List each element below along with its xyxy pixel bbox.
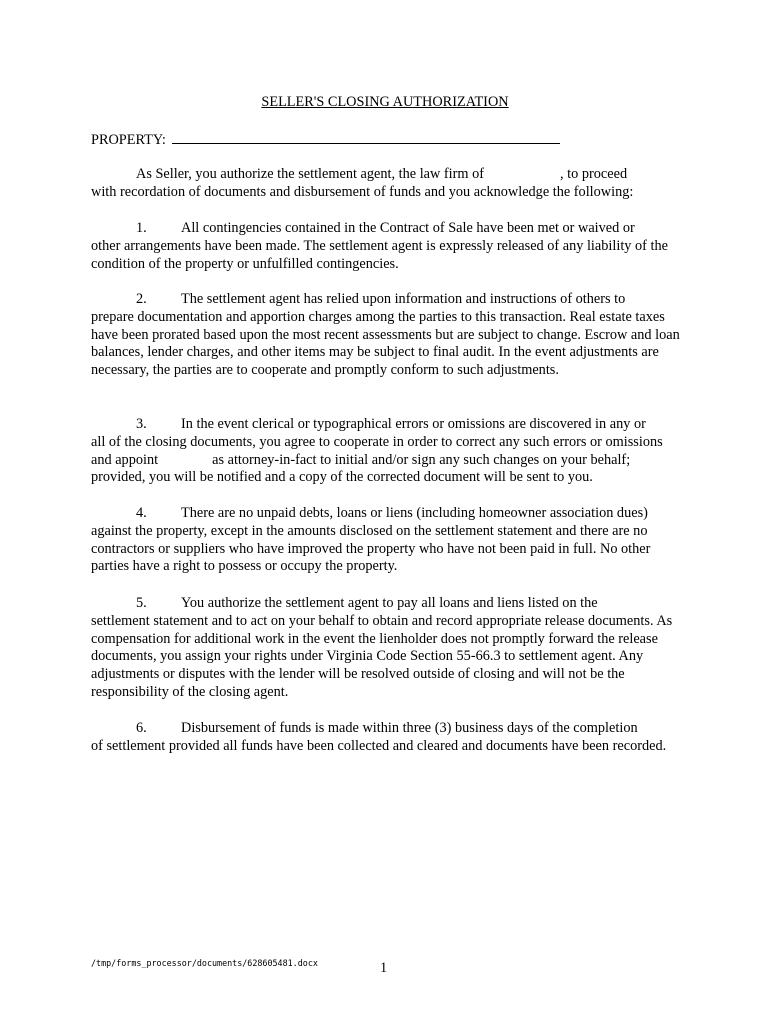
intro-text-1: As Seller, you authorize the settlement agent, the law firm of bbox=[136, 166, 485, 182]
item-text-b: as attorney-in-fact to initial and/or sign any such changes on your behalf; provided, you will be notified and a copy of the corrected document will be sent to you. bbox=[91, 451, 631, 486]
item-number: 1. bbox=[136, 220, 147, 236]
item-text: prepare documentation and apportion charges among the parties to this transaction. Real estate taxes have been prorated based upon the most recent assessments but are subject to change. Escrow and loan balances, lender charges, and other items may be subject to final audit. In the event adjustments are necessary, the parties are to cooperate and promptly conform to such adjustments. bbox=[91, 308, 680, 379]
item-first-line: You authorize the settlement agent to pay all loans and liens listed on the bbox=[181, 595, 598, 611]
item-3 bbox=[91, 416, 683, 487]
footer-file-path: /tmp/forms_processor/documents/628605481.docx bbox=[91, 958, 318, 968]
item-number: 4. bbox=[136, 505, 147, 521]
item-5 bbox=[91, 595, 683, 702]
property-label: PROPERTY: bbox=[91, 132, 166, 148]
page-number: 1 bbox=[380, 960, 388, 976]
intro-text-3: with recordation of documents and disbursement of funds and you acknowledge the following: bbox=[91, 183, 634, 200]
item-first-line: Disbursement of funds is made within three (3) business days of the completion bbox=[181, 720, 638, 736]
intro-text-2: , to proceed bbox=[560, 166, 628, 182]
item-1 bbox=[91, 220, 683, 273]
item-6 bbox=[91, 720, 683, 756]
item-text: settlement statement and to act on your behalf to obtain and record appropriate release documents. As compensation for additional work in the event the lienholder does not promptly forward the release documents, you assign your rights under Virginia Code Section 55-66.3 to settlement agent. Any adjustments or disputes with the lender will be resolved outside of closing and will not be the responsibility of the closing agent. bbox=[91, 612, 673, 700]
item-text: of settlement provided all funds have been collected and cleared and documents have been recorded. bbox=[91, 737, 667, 754]
item-first-line: All contingencies contained in the Contract of Sale have been met or waived or bbox=[181, 220, 635, 236]
item-first-line: In the event clerical or typographical errors or omissions are discovered in any or bbox=[181, 416, 646, 432]
item-number: 5. bbox=[136, 595, 147, 611]
property-blank-line bbox=[172, 130, 560, 144]
item-text: other arrangements have been made. The settlement agent is expressly released of any liability of the condition of the property or unfulfilled contingencies. bbox=[91, 237, 668, 272]
item-number: 3. bbox=[136, 416, 147, 432]
item-number: 2. bbox=[136, 291, 147, 307]
property-line bbox=[91, 130, 691, 150]
item-text: against the property, except in the amounts disclosed on the settlement statement and there are no contractors or suppliers who have improved the property who have not been paid in full. No other parties have a right to possess or occupy the property. bbox=[91, 522, 651, 575]
intro-paragraph bbox=[91, 166, 683, 202]
item-number: 6. bbox=[136, 720, 147, 736]
item-2 bbox=[91, 291, 683, 380]
item-4 bbox=[91, 505, 683, 576]
item-first-line: There are no unpaid debts, loans or liens (including homeowner association dues) bbox=[181, 505, 648, 521]
item-first-line: The settlement agent has relied upon information and instructions of others to bbox=[181, 291, 626, 307]
document-title: SELLER'S CLOSING AUTHORIZATION bbox=[261, 94, 509, 110]
item-text-a: all of the closing documents, you agree to cooperate in order to correct any such errors or omissions and appoint bbox=[91, 433, 663, 468]
